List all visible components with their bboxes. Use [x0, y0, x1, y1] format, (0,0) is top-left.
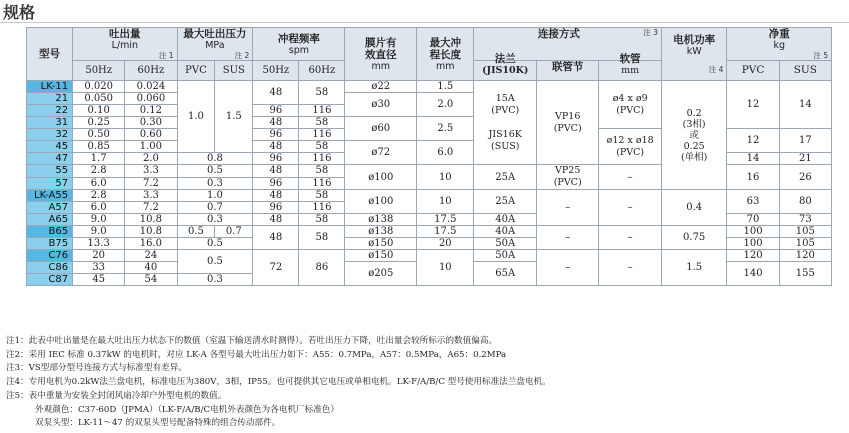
flow-50hz: 0.10 — [73, 105, 125, 117]
stroke-50hz: 96 — [253, 129, 299, 141]
pressure-merged: 0.5 — [177, 165, 253, 178]
header-hose: 软管 mm — [599, 61, 661, 81]
diaphragm: ø60 — [345, 117, 417, 141]
stroke-length: 17.5 — [417, 226, 474, 238]
union: – — [536, 226, 598, 250]
header-motor: 电机功率 kW 注 4 — [661, 28, 727, 81]
weight-sus: 155 — [779, 262, 831, 286]
stroke-60hz: 116 — [299, 177, 345, 190]
flow-50hz: 0.50 — [73, 129, 125, 141]
stroke-50hz: 96 — [253, 105, 299, 117]
pressure-merged: 0.8 — [177, 153, 253, 165]
footnote-5: 注5：表中重量为安装全封闭风扇冷却户外型电机的数值。 — [6, 390, 227, 401]
stroke-length: 10 — [417, 250, 474, 286]
motor-power: 0.2 (3相) 或 0.25 (单相) — [661, 81, 727, 190]
model-cell: A57 — [27, 202, 73, 214]
diaphragm: ø205 — [345, 262, 417, 286]
stroke-length: 1.5 — [417, 81, 474, 93]
diaphragm: ø138 — [345, 226, 417, 238]
flange: 25A — [474, 190, 536, 214]
stroke-length: 20 — [417, 238, 474, 250]
footnote-2: 注2：采用 IEC 标准 0.37kW 的电机时，对应 LK-A 各型号最大吐出压力如下：A55：0.7MPa，A57：0.5MPa，A65：0.2MPa — [6, 349, 507, 360]
header-weight-pvc: PVC — [727, 61, 779, 81]
flange: 50A — [474, 238, 536, 250]
stroke-60hz: 86 — [299, 250, 345, 286]
stroke-60hz: 58 — [299, 81, 345, 105]
model-cell: B65 — [27, 226, 73, 238]
stroke-60hz: 116 — [299, 153, 345, 165]
header-connection: 连接方式 注 3 — [474, 28, 661, 61]
flow-60hz: 3.3 — [125, 190, 177, 202]
pressure-merged: 0.3 — [177, 177, 253, 190]
stroke-50hz: 48 — [253, 117, 299, 129]
pressure-merged: 0.7 — [177, 202, 253, 214]
pressure-sus: 0.7 — [215, 226, 253, 238]
footnote-3: 注3：VS型部分型号连接方式与标准型有差异。 — [6, 363, 187, 374]
diaphragm: ø100 — [345, 190, 417, 214]
model-cell: 31 — [27, 117, 73, 129]
footnote-4: 注4：专用电机为0.2kW法兰盘电机，标准电压为380V，3相，IP55。也可提供其它电压或单相电机。LK-F/A/B/C 型号使用标准法兰盘电机。 — [6, 377, 551, 388]
flow-60hz: 40 — [125, 262, 177, 274]
pressure-merged: 1.0 — [177, 190, 253, 202]
flow-60hz: 54 — [125, 274, 177, 286]
flow-50hz: 9.0 — [73, 214, 125, 226]
flange: 15A (PVC) JIS16K (SUS) — [474, 81, 536, 165]
model-cell: 21 — [27, 93, 73, 105]
weight-sus: 73 — [779, 214, 831, 226]
header-flow: 吐出量 L/min 注 1 — [73, 28, 177, 61]
stroke-50hz: 96 — [253, 202, 299, 214]
flow-60hz: 1.00 — [125, 141, 177, 153]
stroke-60hz: 58 — [299, 226, 345, 250]
flange: 40A — [474, 214, 536, 226]
header-stroke-50hz: 50Hz — [253, 61, 299, 81]
flow-60hz: 3.3 — [125, 165, 177, 178]
weight-sus: 26 — [779, 165, 831, 190]
pressure-pvc: 0.5 — [177, 226, 215, 238]
stroke-60hz: 58 — [299, 117, 345, 129]
model-cell: LK-A55 — [27, 190, 73, 202]
weight-pvc: 140 — [727, 262, 779, 286]
footnote-color: 外观颜色：C37-60D（JPMA）（LK-F/A/B/C电机外表颜色为各电机厂标准色） — [35, 404, 339, 415]
flow-60hz: 2.0 — [125, 153, 177, 165]
weight-pvc: 12 — [727, 129, 779, 153]
flow-60hz: 24 — [125, 250, 177, 262]
footnote-double-head: 双泵头型：LK-11～47 的双泵头型号配备特殊的组合传动部件。 — [35, 418, 281, 429]
flow-50hz: 6.0 — [73, 177, 125, 190]
header-flow-60hz: 60Hz — [125, 61, 177, 81]
motor-power: 0.4 — [661, 190, 727, 226]
header-flow-50hz: 50Hz — [73, 61, 125, 81]
header-stroke-rate: 冲程频率 spm — [253, 28, 345, 61]
header-flange: 法兰 (JIS10K) — [474, 61, 536, 81]
diaphragm: ø72 — [345, 141, 417, 165]
hose: ø12 x ø18 (PVC) — [599, 129, 661, 165]
flow-50hz: 2.8 — [73, 190, 125, 202]
model-cell: C76 — [27, 250, 73, 262]
hose: – — [599, 190, 661, 226]
stroke-length: 6.0 — [417, 141, 474, 165]
weight-sus: 105 — [779, 226, 831, 238]
model-cell: 57 — [27, 177, 73, 190]
footnotes — [6, 335, 846, 431]
weight-sus: 14 — [779, 81, 831, 129]
stroke-length: 10 — [417, 190, 474, 214]
stroke-50hz: 72 — [253, 250, 299, 286]
header-weight-sus: SUS — [779, 61, 831, 81]
flange: 40A — [474, 226, 536, 238]
header-pressure-pvc: PVC — [177, 61, 215, 81]
hose: ø4 x ø9 (PVC) — [599, 81, 661, 129]
weight-sus: 80 — [779, 190, 831, 214]
motor-power: 0.75 — [661, 226, 727, 250]
stroke-50hz: 48 — [253, 165, 299, 178]
weight-pvc: 100 — [727, 226, 779, 238]
flow-60hz: 7.2 — [125, 177, 177, 190]
union: VP25 (PVC) — [536, 165, 598, 190]
union: VP16 (PVC) — [536, 81, 598, 165]
header-stroke-length: 最大冲 程长度 mm — [417, 28, 474, 81]
model-cell: B75 — [27, 238, 73, 250]
stroke-length: 2.5 — [417, 117, 474, 141]
stroke-50hz: 48 — [253, 141, 299, 153]
stroke-50hz: 96 — [253, 153, 299, 165]
stroke-50hz: 48 — [253, 214, 299, 226]
model-cell: A65 — [27, 214, 73, 226]
model-cell: 55 — [27, 165, 73, 178]
flow-50hz: 2.8 — [73, 165, 125, 178]
header-union: 联管节 — [536, 61, 598, 81]
diaphragm: ø100 — [345, 165, 417, 190]
stroke-50hz: 48 — [253, 81, 299, 105]
flow-50hz: 20 — [73, 250, 125, 262]
weight-pvc: 16 — [727, 165, 779, 190]
hose: – — [599, 226, 661, 250]
weight-pvc: 100 — [727, 238, 779, 250]
stroke-50hz: 48 — [253, 226, 299, 250]
motor-power: 1.5 — [661, 250, 727, 286]
flow-50hz: 33 — [73, 262, 125, 274]
diaphragm: ø150 — [345, 238, 417, 250]
weight-pvc: 120 — [727, 250, 779, 262]
flow-60hz: 16.0 — [125, 238, 177, 250]
diaphragm: ø138 — [345, 214, 417, 226]
page-title: 规格 — [3, 3, 36, 22]
model-cell: 32 — [27, 129, 73, 141]
stroke-60hz: 58 — [299, 165, 345, 178]
model-cell: C87 — [27, 274, 73, 286]
flange: 50A — [474, 250, 536, 262]
header-model: 型号 — [27, 28, 73, 81]
header-pressure: 最大吐出压力 MPa 注 2 — [177, 28, 253, 61]
diaphragm: ø22 — [345, 81, 417, 93]
stroke-60hz: 58 — [299, 190, 345, 202]
hose: – — [599, 165, 661, 190]
pressure-merged: 0.3 — [177, 214, 253, 226]
flange: 25A — [474, 165, 536, 190]
pressure-merged: 0.5 — [177, 250, 253, 274]
stroke-length: 17.5 — [417, 214, 474, 226]
weight-sus: 21 — [779, 153, 831, 165]
flange: 65A — [474, 262, 536, 286]
model-cell: LK-11 — [27, 81, 73, 93]
flow-50hz: 0.25 — [73, 117, 125, 129]
pressure-merged: 0.3 — [177, 274, 253, 286]
flow-50hz: 45 — [73, 274, 125, 286]
stroke-length: 2.0 — [417, 93, 474, 117]
flow-50hz: 0.020 — [73, 81, 125, 93]
header-stroke-60hz: 60Hz — [299, 61, 345, 81]
flow-60hz: 0.12 — [125, 105, 177, 117]
header-weight: 净重 kg 注 5 — [727, 28, 832, 61]
model-cell: 47 — [27, 153, 73, 165]
stroke-60hz: 116 — [299, 105, 345, 117]
flow-50hz: 0.050 — [73, 93, 125, 105]
stroke-50hz: 96 — [253, 177, 299, 190]
union: – — [536, 190, 598, 226]
pressure-sus: 1.5 — [215, 81, 253, 153]
flow-60hz: 0.30 — [125, 117, 177, 129]
weight-pvc: 70 — [727, 214, 779, 226]
hose: – — [599, 250, 661, 286]
stroke-60hz: 116 — [299, 129, 345, 141]
flow-60hz: 0.60 — [125, 129, 177, 141]
flow-60hz: 7.2 — [125, 202, 177, 214]
stroke-50hz: 48 — [253, 190, 299, 202]
flow-60hz: 0.060 — [125, 93, 177, 105]
weight-pvc: 12 — [727, 81, 779, 129]
diaphragm: ø30 — [345, 93, 417, 117]
model-cell: 45 — [27, 141, 73, 153]
model-cell: 22 — [27, 105, 73, 117]
stroke-60hz: 58 — [299, 141, 345, 153]
stroke-length: 10 — [417, 165, 474, 190]
stroke-60hz: 116 — [299, 202, 345, 214]
weight-sus: 120 — [779, 250, 831, 262]
footnote-1: 注1：此表中吐出量是在最大吐出压力状态下的数值（室温下输送清水时测得）。若吐出压力下降，吐出量会较所标示的数值偏高。 — [6, 336, 498, 346]
flow-60hz: 0.024 — [125, 81, 177, 93]
pressure-merged: 0.5 — [177, 238, 253, 250]
flow-50hz: 9.0 — [73, 226, 125, 238]
header-diaphragm: 膜片有 效直径 mm — [345, 28, 417, 81]
pressure-pvc: 1.0 — [177, 81, 215, 153]
flow-60hz: 10.8 — [125, 214, 177, 226]
union: – — [536, 250, 598, 286]
flow-50hz: 6.0 — [73, 202, 125, 214]
weight-sus: 105 — [779, 238, 831, 250]
flow-50hz: 13.3 — [73, 238, 125, 250]
diaphragm: ø150 — [345, 250, 417, 262]
weight-sus: 17 — [779, 129, 831, 153]
model-cell: C86 — [27, 262, 73, 274]
spec-table — [26, 27, 832, 286]
weight-pvc: 63 — [727, 190, 779, 214]
flow-60hz: 10.8 — [125, 226, 177, 238]
stroke-60hz: 58 — [299, 214, 345, 226]
header-pressure-sus: SUS — [215, 61, 253, 81]
flow-50hz: 1.7 — [73, 153, 125, 165]
title-divider — [0, 22, 849, 23]
flow-50hz: 0.85 — [73, 141, 125, 153]
weight-pvc: 14 — [727, 153, 779, 165]
